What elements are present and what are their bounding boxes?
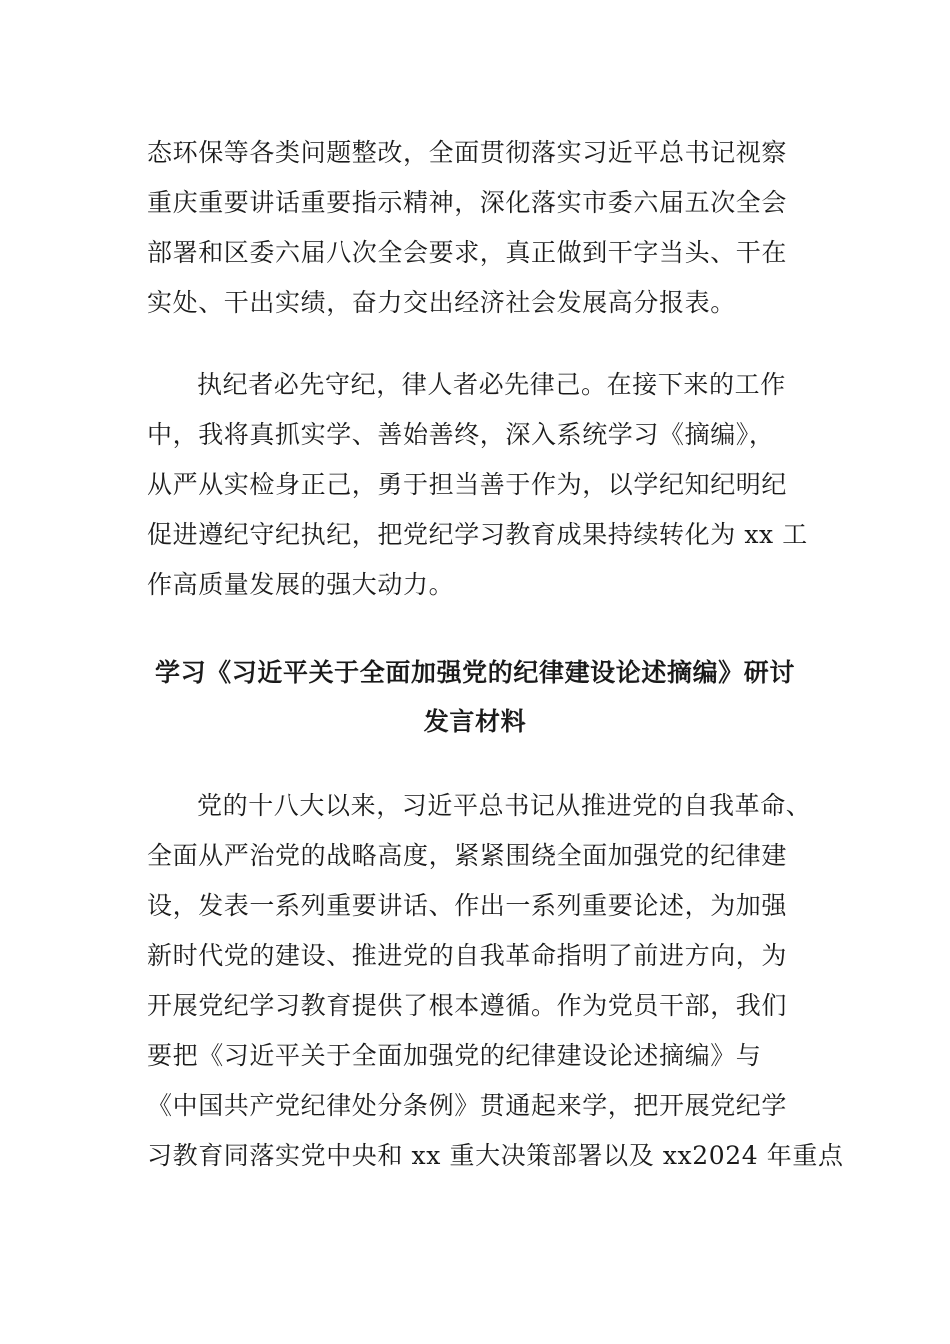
text-line: 习教育同落实党中央和 xx 重大决策部署以及 xx2024 年重点: [147, 1141, 844, 1170]
text-line: 部署和区委六届八次全会要求，真正做到干字当头、干在: [147, 238, 788, 267]
text-line: 实处、干出实绩，奋力交出经济社会发展高分报表。: [147, 288, 736, 317]
text-line: 重庆重要讲话重要指示精神，深化落实市委六届五次全会: [147, 188, 788, 217]
text-line: 中，我将真抓实学、善始善终，深入系统学习《摘编》，: [147, 420, 775, 449]
text-line: 全面从严治党的战略高度，紧紧围绕全面加强党的纪律建: [147, 841, 788, 870]
text-line: 从严从实检身正己，勇于担当善于作为，以学纪知纪明纪: [147, 470, 788, 499]
text-line: 促进遵纪守纪执纪，把党纪学习教育成果持续转化为 xx 工: [147, 520, 808, 549]
title-line: 学习《习近平关于全面加强党的纪律建设论述摘编》研讨: [154, 658, 795, 687]
title-line: 发言材料: [423, 707, 527, 736]
text-line: 作高质量发展的强大动力。: [147, 570, 455, 599]
text-line: 态环保等各类问题整改，全面贯彻落实习近平总书记视察: [147, 138, 788, 167]
text-line: 新时代党的建设、推进党的自我革命指明了前进方向，为: [147, 941, 788, 970]
text-line: 《中国共产党纪律处分条例》贯通起来学，把开展党纪学: [147, 1091, 788, 1120]
text-line: 党的十八大以来，习近平总书记从推进党的自我革命、: [197, 791, 812, 820]
text-line: 要把《习近平关于全面加强党的纪律建设论述摘编》与: [147, 1041, 762, 1070]
text-line: 执纪者必先守纪，律人者必先律己。在接下来的工作: [197, 370, 786, 399]
text-line: 设，发表一系列重要讲话、作出一系列重要论述，为加强: [147, 891, 788, 920]
text-line: 开展党纪学习教育提供了根本遵循。作为党员干部，我们: [147, 991, 788, 1020]
